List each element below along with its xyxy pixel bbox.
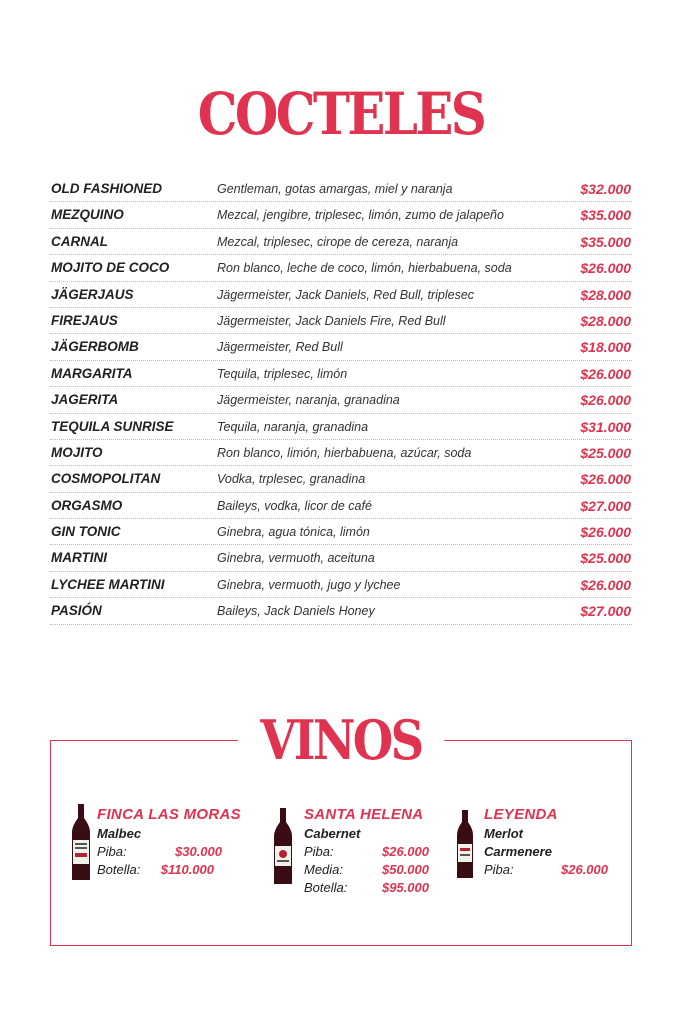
vinos-title: VINOS (238, 708, 444, 772)
cocktail-description: Mezcal, triplesec, cirope de cereza, naranja (217, 234, 459, 249)
cocktail-description: Jägermeister, naranja, granadina (217, 393, 400, 408)
cocktail-row (50, 282, 632, 308)
cocktail-price: $28.000 (580, 286, 631, 303)
cocteles-title: COCTELES (197, 80, 485, 148)
cocktail-name: GIN TONIC (51, 524, 121, 540)
price-label: Media: (304, 862, 344, 877)
cocktail-name: OLD FASHIONED (51, 181, 163, 196)
cocktail-description: Baileys, vodka, licor de café (217, 498, 372, 513)
price-value: $26.000 (382, 844, 429, 859)
cocktail-name: MOJITO (51, 444, 103, 460)
cocktail-name: PASIÓN (51, 603, 102, 619)
cocktail-row (50, 440, 632, 466)
cocktail-row (50, 545, 632, 571)
cocktail-price: $26.000 (580, 392, 631, 409)
cocktail-row (50, 229, 632, 255)
cocktail-price: $27.000 (580, 603, 631, 620)
cocktail-price: $27.000 (580, 497, 631, 514)
cocktail-name: MEZQUINO (51, 207, 124, 223)
cocktail-price: $26.000 (580, 576, 631, 593)
wine-grape: Cabernet (304, 826, 361, 841)
cocktail-description: Ron blanco, leche de coco, limón, hierbabuena, soda (217, 261, 512, 276)
wine-bottle-icon (272, 808, 294, 886)
cocktail-price: $28.000 (580, 312, 631, 329)
cocktail-row (50, 466, 632, 492)
price-value: $110.000 (160, 862, 214, 877)
wine-name: SANTA HELENA (304, 806, 424, 823)
cocktail-row (50, 334, 632, 360)
cocktail-description: Vodka, trplesec, granadina (217, 472, 366, 487)
price-value: $95.000 (382, 880, 429, 895)
cocktail-description: Ginebra, vermuoth, aceituna (217, 551, 375, 566)
cocktail-row (50, 202, 632, 228)
cocktail-menu (50, 176, 632, 625)
cocktail-name: ORGASMO (51, 497, 123, 513)
cocktail-description: Mezcal, jengibre, triplesec, limón, zumo de jalapeño (217, 208, 504, 223)
cocktail-price: $31.000 (580, 418, 631, 435)
cocktail-row (50, 519, 632, 545)
wine-bottle-icon (70, 804, 92, 882)
cocktail-row (50, 414, 632, 440)
wine-grape: Malbec (97, 826, 142, 841)
price-label: Piba: (304, 844, 334, 859)
cocktail-row (50, 598, 632, 624)
cocktail-price: $25.000 (580, 550, 631, 567)
price-label: Piba: (97, 844, 127, 859)
cocktail-description: Ron blanco, limón, hierbabuena, azúcar, soda (217, 445, 472, 460)
cocktail-price: $25.000 (580, 444, 631, 461)
cocktail-row (50, 387, 632, 413)
cocktail-name: FIREJAUS (51, 312, 118, 328)
cocktail-name: LYCHEE MARTINI (51, 576, 165, 592)
cocktail-row (50, 361, 632, 387)
wine-name: FINCA LAS MORAS (97, 806, 241, 823)
cocktail-row (50, 176, 632, 202)
cocktail-row (50, 308, 632, 334)
cocktail-price: $26.000 (580, 365, 631, 382)
cocktail-name: JAGERITA (51, 392, 119, 408)
wine-grape: Merlot (484, 826, 523, 841)
cocktail-name: CARNAL (51, 233, 108, 249)
cocktail-description: Ginebra, agua tónica, limón (217, 525, 370, 540)
cocktail-price: $35.000 (580, 233, 631, 250)
wine-bottle-icon (456, 810, 474, 880)
cocktail-price: $35.000 (580, 207, 631, 224)
cocktail-price: $26.000 (580, 260, 631, 277)
price-label: Piba: (484, 862, 514, 877)
cocktail-row (50, 493, 632, 519)
cocktail-description: Tequila, naranja, granadina (217, 419, 369, 434)
cocktail-description: Ginebra, vermuoth, jugo y lychee (217, 577, 401, 592)
cocktail-name: MARGARITA (51, 365, 133, 381)
cocktail-description: Tequila, triplesec, limón (217, 366, 348, 381)
cocktail-name: MOJITO DE COCO (51, 260, 170, 276)
cocktail-row (50, 572, 632, 598)
cocktail-description: Jägermeister, Jack Daniels Fire, Red Bull (217, 313, 446, 328)
price-value: $26.000 (561, 862, 608, 877)
cocktail-description: Jägermeister, Red Bull (217, 340, 343, 355)
cocktail-description: Gentleman, gotas amargas, miel y naranja (217, 182, 453, 196)
cocktail-description: Baileys, Jack Daniels Honey (217, 604, 375, 619)
wine-name: LEYENDA (484, 806, 558, 823)
wine-grape: Carmenere (484, 844, 552, 859)
cocktail-price: $18.000 (580, 339, 631, 356)
cocktail-price: $26.000 (580, 471, 631, 488)
price-label: Botella: (97, 862, 141, 877)
cocktail-description: Jägermeister, Jack Daniels, Red Bull, triplesec (217, 287, 475, 302)
cocktail-price: $26.000 (580, 524, 631, 541)
price-value: $30.000 (175, 844, 222, 859)
cocktail-name: MARTINI (51, 550, 107, 566)
price-label: Botella: (304, 880, 348, 895)
cocktail-name: JÄGERJAUS (51, 286, 134, 302)
cocktail-name: TEQUILA SUNRISE (51, 418, 174, 434)
price-value: $50.000 (382, 862, 429, 877)
cocktail-row (50, 255, 632, 281)
cocktail-price: $32.000 (580, 181, 631, 197)
cocktail-name: JÄGERBOMB (51, 339, 139, 355)
cocktail-name: COSMOPOLITAN (51, 471, 161, 487)
